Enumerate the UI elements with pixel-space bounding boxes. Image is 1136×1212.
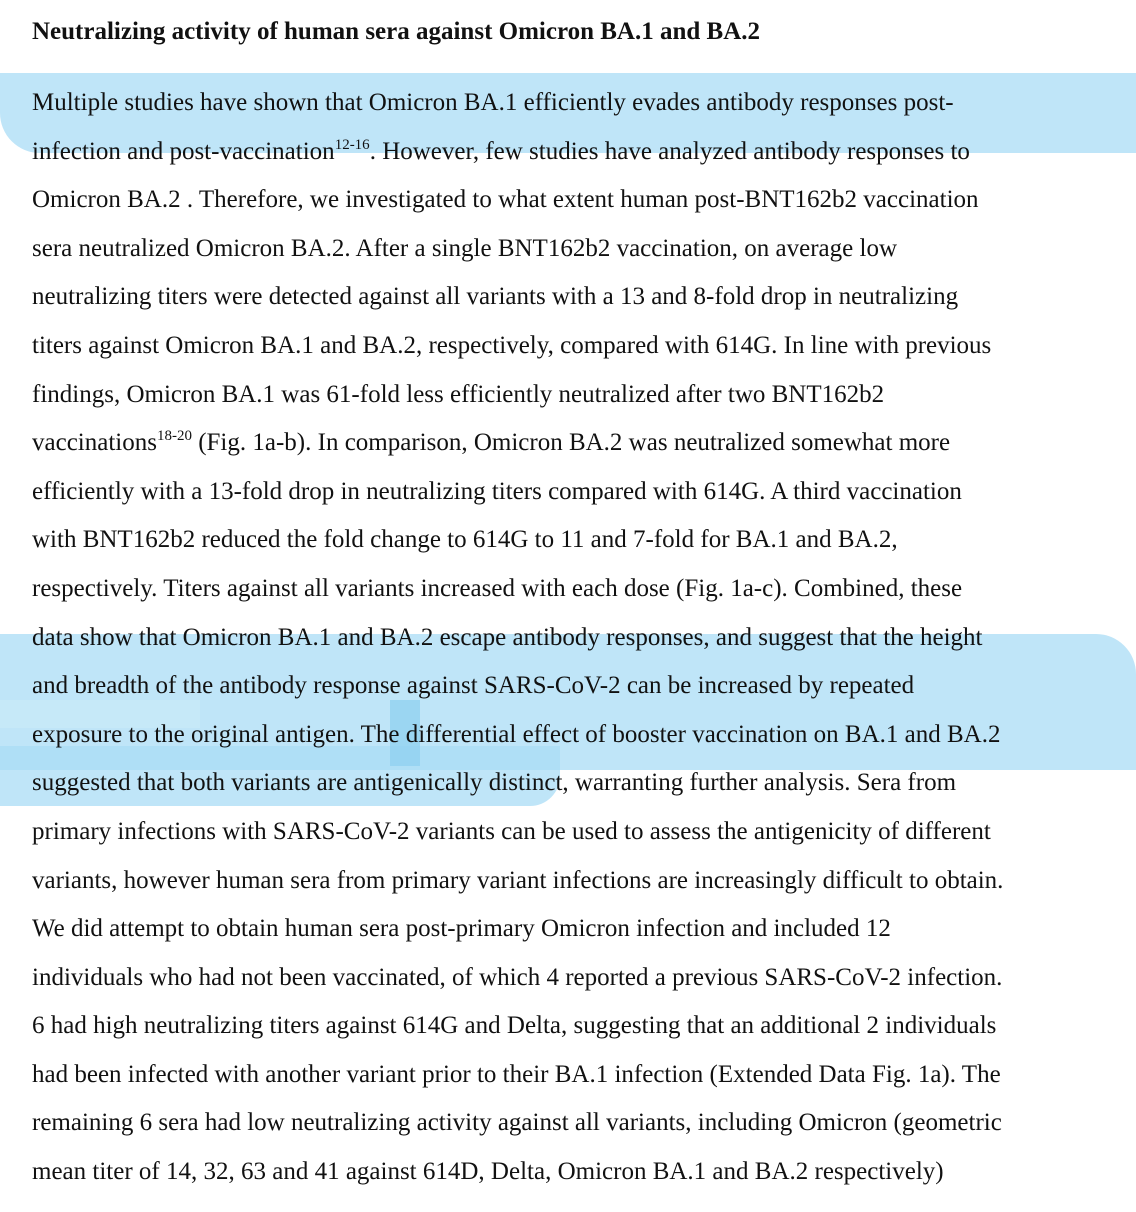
text-line: and breadth of the antibody response against SARS-CoV-2 can be increased by repeated	[32, 672, 915, 700]
text-line: findings, Omicron BA.1 was 61-fold less efficiently neutralized after two BNT162b2	[32, 380, 885, 408]
citation-superscript: 12-16	[334, 136, 370, 153]
text-line: exposure to the original antigen. The differential effect of booster vaccination on BA.1 and BA.2	[32, 720, 1001, 748]
text-line: respectively. Titers against all variants increased with each dose (Fig. 1a-c). Combined, these	[32, 574, 963, 602]
text-span: (Fig. 1a-b). In comparison, Omicron BA.2 was neutralized somewhat more	[191, 429, 951, 457]
body-paragraph	[32, 79, 1132, 1197]
text-line	[32, 128, 1132, 177]
text-line: neutralizing titers were detected against all variants with a 13 and 8-fold drop in neutralizing	[32, 283, 959, 311]
section-heading: Neutralizing activity of human sera against Omicron BA.1 and BA.2	[32, 18, 761, 45]
text-line: individuals who had not been vaccinated, of which 4 reported a previous SARS-CoV-2 infection.	[32, 963, 1003, 991]
text-line: suggested that both variants are antigenically distinct, warranting further analysis. Sera from	[32, 769, 957, 797]
text-span: . However, few studies have analyzed antibody responses to	[369, 137, 970, 165]
text-span: infection and post-vaccination	[32, 137, 335, 165]
text-line: with BNT162b2 reduced the fold change to 614G to 11 and 7-fold for BA.1 and BA.2,	[32, 526, 898, 554]
text-line: data show that Omicron BA.1 and BA.2 escape antibody responses, and suggest that the height	[32, 623, 983, 651]
citation-superscript: 18-20	[156, 428, 192, 445]
text-line: remaining 6 sera had low neutralizing activity against all variants, including Omicron (geometric	[32, 1109, 1002, 1137]
text-line: Multiple studies have shown that Omicron BA.1 efficiently evades antibody responses post-	[32, 89, 954, 116]
text-line: mean titer of 14, 32, 63 and 41 against 614D, Delta, Omicron BA.1 and BA.2 respectively)	[32, 1158, 944, 1186]
text-line: titers against Omicron BA.1 and BA.2, respectively, compared with 614G. In line with previous	[32, 331, 992, 359]
text-line: We did attempt to obtain human sera post-primary Omicron infection and included 12	[32, 915, 891, 943]
text-line: had been infected with another variant prior to their BA.1 infection (Extended Data Fig. 1a). The	[32, 1060, 1001, 1088]
text-line: sera neutralized Omicron BA.2. After a single BNT162b2 vaccination, on average low	[32, 234, 898, 262]
text-line: efficiently with a 13-fold drop in neutralizing titers compared with 614G. A third vaccination	[32, 477, 962, 505]
text-line: variants, however human sera from primary variant infections are increasingly difficult to obtain.	[32, 866, 1004, 894]
text-span: vaccinations	[32, 429, 157, 457]
text-line	[32, 419, 1132, 468]
text-line: primary infections with SARS-CoV-2 variants can be used to assess the antigenicity of different	[32, 817, 991, 845]
text-line: Omicron BA.2 . Therefore, we investigated to what extent human post-BNT162b2 vaccination	[32, 186, 979, 214]
text-line: 6 had high neutralizing titers against 614G and Delta, suggesting that an additional 2 individuals	[32, 1012, 997, 1040]
